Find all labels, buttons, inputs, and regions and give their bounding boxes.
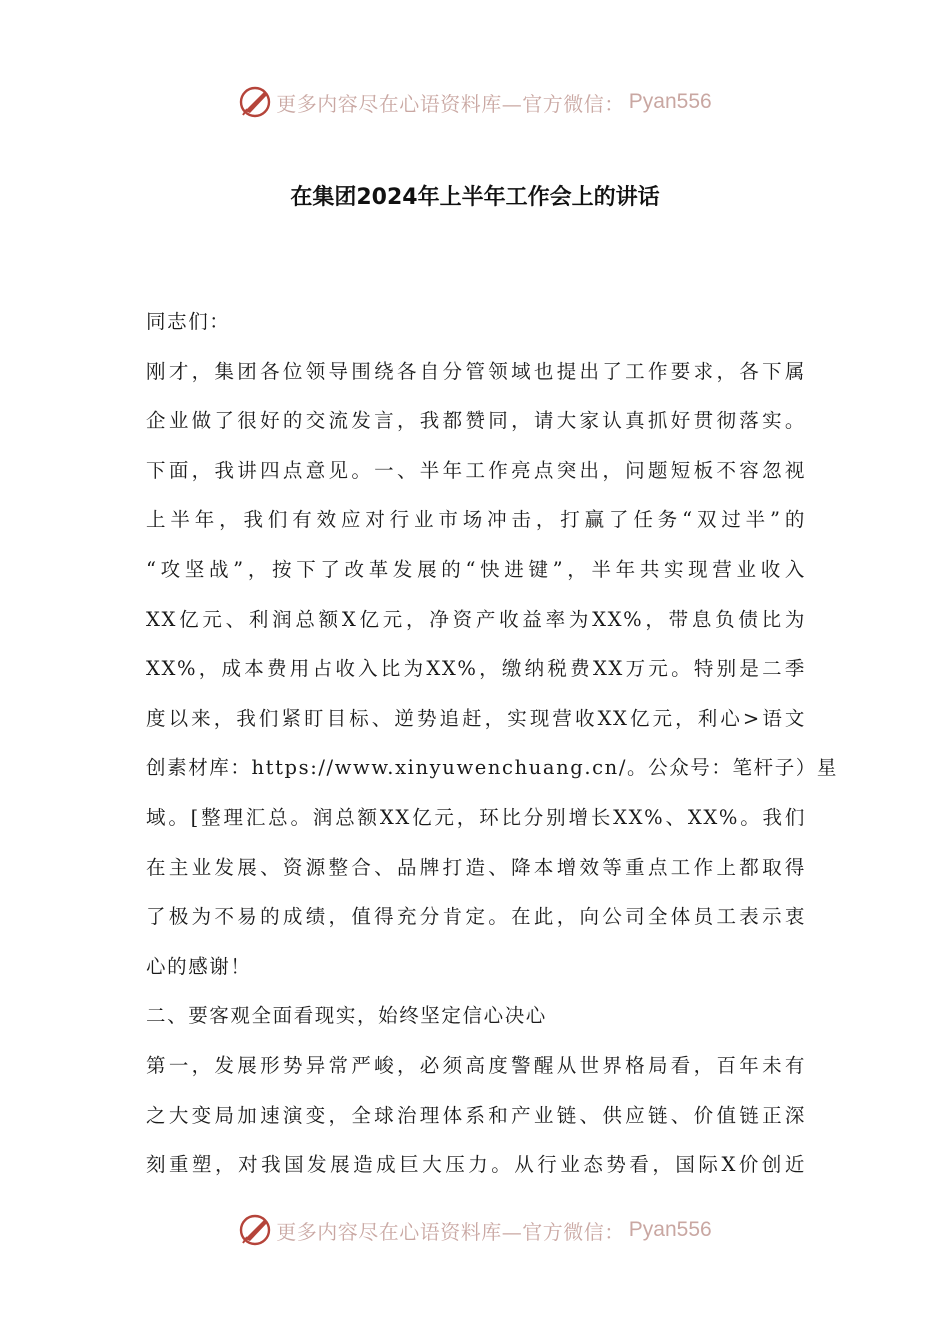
paragraph-line: XX亿元、利润总额X亿元，净资产收益率为XX%，带息负债比为 bbox=[146, 607, 806, 631]
document-body bbox=[146, 297, 839, 1190]
paragraph-line: 域。[整理汇总。润总额XX亿元，环比分别增长XX%、XX%。我们 bbox=[146, 805, 806, 829]
paragraph-line: 创素材库：https://www.xinyuwenchuang.cn/。公众号：笔杆子）星 bbox=[146, 756, 839, 780]
paragraph-line: XX%，成本费用占收入比为XX%，缴纳税费XX万元。特别是二季 bbox=[146, 657, 806, 681]
watermark-text: 更多内容尽在心语资料库—官方微信： bbox=[276, 1219, 625, 1244]
paragraph-line: 在主业发展、资源整合、品牌打造、降本增效等重点工作上都取得 bbox=[146, 855, 806, 879]
quill-pen-logo-icon bbox=[238, 85, 272, 119]
header-watermark-banner bbox=[0, 82, 950, 122]
paragraph-line: 之大变局加速演变，全球治理体系和产业链、供应链、价值链正深 bbox=[146, 1103, 806, 1127]
watermark-text: 更多内容尽在心语资料库—官方微信： bbox=[276, 91, 625, 116]
section-heading: 二、要客观全面看现实，始终坚定信心决心 bbox=[146, 1004, 547, 1028]
paragraph-line: 心的感谢！ bbox=[146, 954, 252, 978]
salutation-line: 同志们： bbox=[146, 310, 231, 333]
paragraph-line: 刚才，集团各位领导围绕各自分管领域也提出了工作要求，各下属 bbox=[146, 359, 806, 383]
watermark-wechat-id: Pyan556 bbox=[628, 90, 712, 113]
document-title: 在集团2024年上半年工作会上的讲话 bbox=[290, 185, 660, 210]
paragraph-line: 刻重塑，对我国发展造成巨大压力。从行业态势看，国际X价创近 bbox=[146, 1153, 806, 1177]
watermark-wechat-id: Pyan556 bbox=[628, 1218, 712, 1241]
paragraph-line: 企业做了很好的交流发言，我都赞同，请大家认真抓好贯彻落实。 bbox=[146, 409, 806, 433]
paragraph-line: 第一，发展形势异常严峻，必须高度警醒从世界格局看，百年未有 bbox=[146, 1053, 806, 1077]
paragraph-line: 上半年，我们有效应对行业市场冲击，打赢了任务“双过半”的 bbox=[146, 508, 806, 532]
paragraph-line: 度以来，我们紧盯目标、逆势追赶，实现营收XX亿元，利心>语文 bbox=[146, 706, 806, 730]
paragraph-line: 了极为不易的成绩，值得充分肯定。在此，向公司全体员工表示衷 bbox=[146, 905, 806, 929]
paragraph-line: 下面，我讲四点意见。一、半年工作亮点突出，问题短板不容忽视 bbox=[146, 458, 806, 482]
footer-watermark-banner bbox=[0, 1210, 950, 1250]
paragraph-line: “攻坚战”，按下了改革发展的“快进键”，半年共实现营业收入 bbox=[146, 557, 806, 581]
quill-pen-logo-icon bbox=[238, 1213, 272, 1247]
